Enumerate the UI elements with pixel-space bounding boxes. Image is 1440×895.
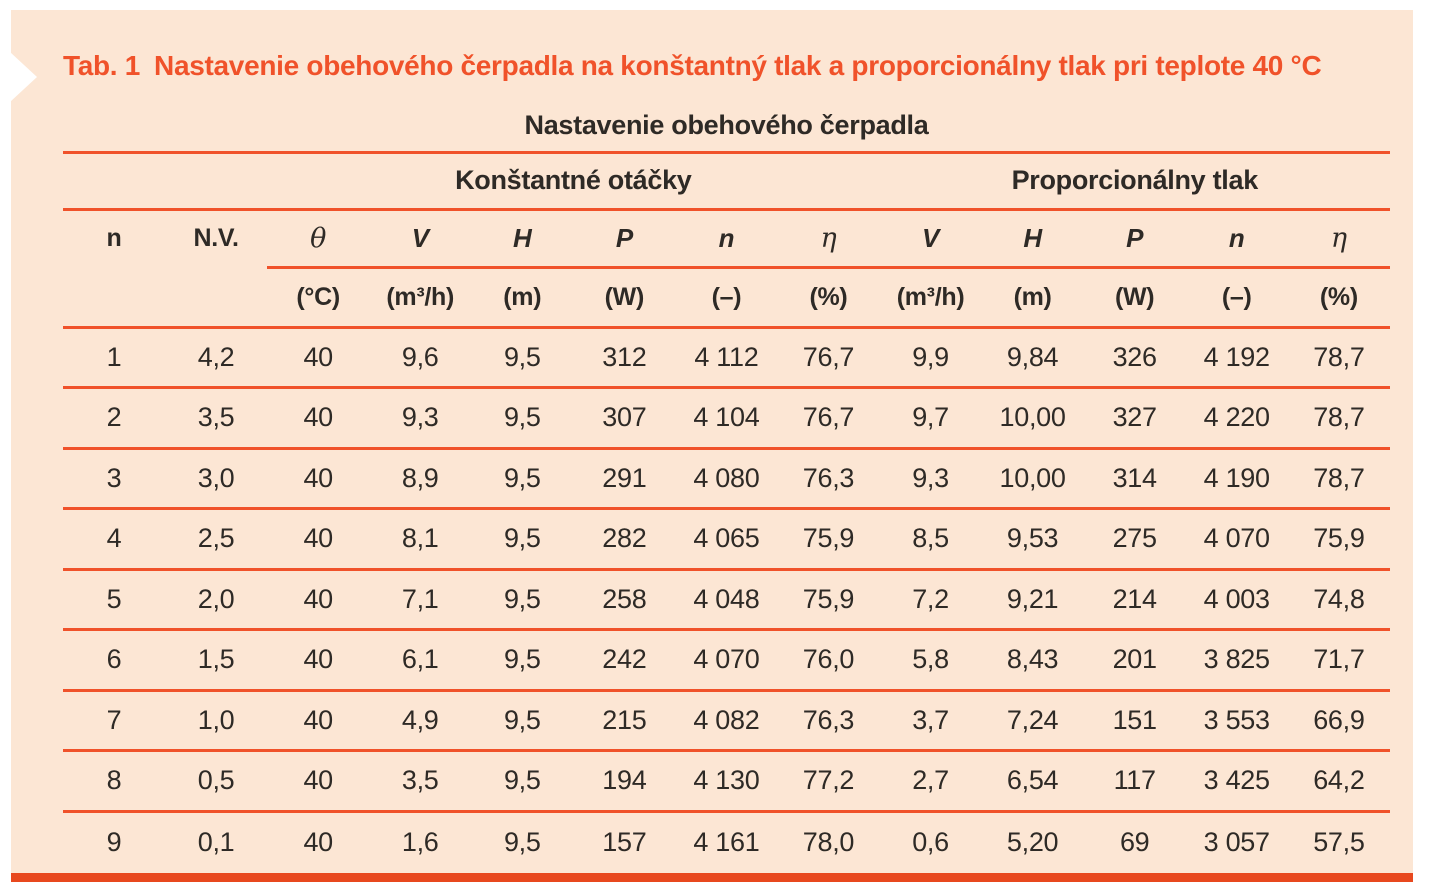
table-title: Nastavenie obehového čerpadla na konštantný tlak a proporcionálny tlak pri teplote 40 °C — [154, 50, 1322, 81]
column-unit-6: (W) — [573, 267, 675, 327]
table-cell: 1,6 — [401, 826, 439, 857]
table-cell: 69 — [1119, 826, 1150, 857]
table-cell: 151 — [1084, 690, 1186, 751]
table-cell: 7,1 — [369, 569, 471, 630]
table-cell: 40 — [267, 569, 369, 630]
table-cell: 9,84 — [982, 327, 1084, 388]
table-cell: 3 425 — [1186, 751, 1288, 812]
group-header-spacer — [63, 152, 267, 209]
table-cell: 78,7 — [1288, 327, 1390, 388]
table-cell: 312 — [573, 327, 675, 388]
table-cell: 3 — [63, 448, 165, 509]
table-cell: 76,7 — [777, 327, 879, 388]
table-row-1 — [63, 327, 1390, 388]
column-symbol-4: V — [369, 209, 471, 267]
table-row-2 — [63, 388, 1390, 449]
table-cell: 9,5 — [471, 509, 573, 570]
column-unit-9: (m³/h) — [880, 267, 982, 327]
table-cell: 10,00 — [982, 448, 1084, 509]
column-unit-7: (–) — [675, 267, 777, 327]
table-cell: 74,8 — [1288, 569, 1390, 630]
table-cell: 76,7 — [777, 388, 879, 449]
table-cell: 9,3 — [880, 448, 982, 509]
table-cell: 9,53 — [982, 509, 1084, 570]
table-cell: 40 — [267, 388, 369, 449]
table-cell: 3,7 — [880, 690, 982, 751]
table-cell: 75,9 — [1288, 509, 1390, 570]
table-cell: 314 — [1084, 448, 1186, 509]
table-cell: 1,5 — [165, 630, 267, 691]
table-cell: 2 — [63, 388, 165, 449]
column-unit-10: (m) — [982, 267, 1084, 327]
table-cell: 4 192 — [1186, 327, 1288, 388]
table-cell: 4 070 — [1186, 509, 1288, 570]
table-row-8 — [63, 751, 1390, 812]
bottom-rule — [11, 873, 1413, 882]
table-cell: 64,2 — [1288, 751, 1390, 812]
column-unit-3: (°C) — [267, 267, 369, 327]
group-header-proportional-pressure: Proporcionálny tlak — [880, 152, 1391, 209]
table-cell: 6,1 — [369, 630, 471, 691]
column-symbol-12: n — [1186, 209, 1288, 267]
column-symbol-6: P — [573, 209, 675, 267]
table-cell: 40 — [267, 690, 369, 751]
table-cell: 4 070 — [675, 630, 777, 691]
table-cell: 9,9 — [880, 327, 982, 388]
table-cell: 75,9 — [777, 509, 879, 570]
table-cell: 5 — [63, 569, 165, 630]
table-cell: 9,5 — [471, 690, 573, 751]
table-cell: 194 — [573, 751, 675, 812]
column-symbol-5: H — [471, 209, 573, 267]
table-number: Tab. 1 — [63, 50, 141, 81]
table-cell: 9,5 — [503, 826, 541, 857]
table-cell: 40 — [267, 751, 369, 812]
table-row-6 — [63, 630, 1390, 691]
column-unit-4: (m³/h) — [369, 267, 471, 327]
column-unit-1 — [63, 267, 165, 327]
table-cell: 3,5 — [165, 388, 267, 449]
table-cell: 327 — [1084, 388, 1186, 449]
table-cell: 291 — [573, 448, 675, 509]
table-cell: 9,3 — [369, 388, 471, 449]
table-cell: 4 048 — [675, 569, 777, 630]
table-cell: 0,1 — [197, 826, 235, 857]
column-symbol-13: η — [1288, 209, 1390, 267]
symbol-header-row — [63, 209, 1390, 267]
pump-settings-table — [63, 100, 1390, 872]
table-cell: 214 — [1084, 569, 1186, 630]
table-cell: 326 — [1084, 327, 1186, 388]
table-row-5 — [63, 569, 1390, 630]
unit-header-row — [63, 267, 1390, 327]
table-row-9 — [63, 811, 1390, 872]
table-cell: 9,5 — [471, 751, 573, 812]
table-cell: 9 — [106, 826, 122, 857]
group-header-constant-speed: Konštantné otáčky — [267, 152, 879, 209]
table-cell: 8,1 — [369, 509, 471, 570]
table-cell: 8,5 — [880, 509, 982, 570]
column-unit-2 — [165, 267, 267, 327]
table-cell: 1 — [63, 327, 165, 388]
table-cell: 4 161 — [693, 826, 760, 857]
column-unit-5: (m) — [471, 267, 573, 327]
table-cell: 258 — [573, 569, 675, 630]
column-symbol-3: θ — [267, 209, 369, 267]
table-cell: 9,6 — [369, 327, 471, 388]
table-cell: 9,5 — [471, 448, 573, 509]
table-cell: 5,8 — [880, 630, 982, 691]
table-cell: 201 — [1084, 630, 1186, 691]
column-unit-8: (%) — [777, 267, 879, 327]
table-panel — [11, 10, 1413, 873]
table-cell: 7 — [63, 690, 165, 751]
table-cell: 4 080 — [675, 448, 777, 509]
table-cell: 40 — [267, 630, 369, 691]
table-row-7 — [63, 690, 1390, 751]
table-cell: 40 — [303, 826, 333, 857]
table-cell: 76,3 — [777, 690, 879, 751]
table-cell: 9,5 — [471, 569, 573, 630]
table-header-main: Nastavenie obehového čerpadla — [63, 100, 1390, 152]
table-cell: 9,5 — [471, 327, 573, 388]
column-unit-11: (W) — [1084, 267, 1186, 327]
table-cell: 7,24 — [982, 690, 1084, 751]
column-symbol-7: n — [675, 209, 777, 267]
table-cell: 8,43 — [982, 630, 1084, 691]
table-cell: 2,5 — [165, 509, 267, 570]
table-cell: 8 — [63, 751, 165, 812]
table-cell: 242 — [573, 630, 675, 691]
table-cell: 6 — [63, 630, 165, 691]
table-cell: 0,5 — [165, 751, 267, 812]
column-unit-12: (–) — [1186, 267, 1288, 327]
table-cell: 4 190 — [1186, 448, 1288, 509]
table-cell: 4 112 — [675, 327, 777, 388]
table-cell: 4,9 — [369, 690, 471, 751]
table-cell: 78,7 — [1288, 388, 1390, 449]
table-cell: 77,2 — [777, 751, 879, 812]
table-cell: 76,3 — [777, 448, 879, 509]
table-cell: 9,5 — [471, 388, 573, 449]
table-cell: 40 — [267, 509, 369, 570]
table-cell: 215 — [573, 690, 675, 751]
table-cell: 2,7 — [880, 751, 982, 812]
ribbon-arrow-icon — [10, 52, 37, 102]
table-cell: 282 — [573, 509, 675, 570]
table-cell: 3 825 — [1186, 630, 1288, 691]
column-symbol-11: P — [1084, 209, 1186, 267]
table-row-3 — [63, 448, 1390, 509]
table-cell: 3,0 — [165, 448, 267, 509]
table-cell: 9,5 — [471, 630, 573, 691]
table-cell: 4 104 — [675, 388, 777, 449]
table-cell: 40 — [267, 448, 369, 509]
table-cell: 6,54 — [982, 751, 1084, 812]
table-cell: 3,5 — [369, 751, 471, 812]
column-symbol-1: n — [106, 224, 122, 253]
group-header-row — [63, 152, 1390, 209]
table-cell: 5,20 — [1006, 826, 1059, 857]
table-cell: 66,9 — [1288, 690, 1390, 751]
table-cell: 76,0 — [777, 630, 879, 691]
table-cell: 0,6 — [912, 826, 949, 857]
table-cell: 4,2 — [165, 327, 267, 388]
table-cell: 8,9 — [369, 448, 471, 509]
column-symbol-9: V — [880, 209, 982, 267]
column-symbol-8: η — [777, 209, 879, 267]
table-cell: 4 003 — [1186, 569, 1288, 630]
table-cell: 10,00 — [982, 388, 1084, 449]
table-cell: 4 — [63, 509, 165, 570]
table-cell: 4 220 — [1186, 388, 1288, 449]
table-cell: 9,21 — [982, 569, 1084, 630]
table-cell: 7,2 — [880, 569, 982, 630]
table-cell: 3 057 — [1203, 826, 1270, 857]
table-cell: 57,5 — [1313, 826, 1365, 857]
column-symbol-10: H — [982, 209, 1084, 267]
table-cell: 78,0 — [802, 826, 855, 857]
table-cell: 307 — [573, 388, 675, 449]
table-cell: 117 — [1084, 751, 1186, 812]
table-cell: 3 553 — [1186, 690, 1288, 751]
table-cell: 2,0 — [165, 569, 267, 630]
table-cell: 4 130 — [675, 751, 777, 812]
table-body — [63, 327, 1390, 872]
table-cell: 4 065 — [675, 509, 777, 570]
table-cell: 4 082 — [675, 690, 777, 751]
table-cell: 78,7 — [1288, 448, 1390, 509]
table-cell: 71,7 — [1288, 630, 1390, 691]
table-cell: 1,0 — [165, 690, 267, 751]
table-cell: 75,9 — [777, 569, 879, 630]
table-caption — [63, 50, 1321, 82]
table-row-4 — [63, 509, 1390, 570]
table-cell: 9,7 — [880, 388, 982, 449]
column-unit-13: (%) — [1288, 267, 1390, 327]
table-cell: 275 — [1084, 509, 1186, 570]
table-cell: 40 — [267, 327, 369, 388]
column-symbol-2: N.V. — [193, 224, 239, 253]
table-cell: 157 — [602, 826, 647, 857]
table-header-main-row — [63, 100, 1390, 152]
